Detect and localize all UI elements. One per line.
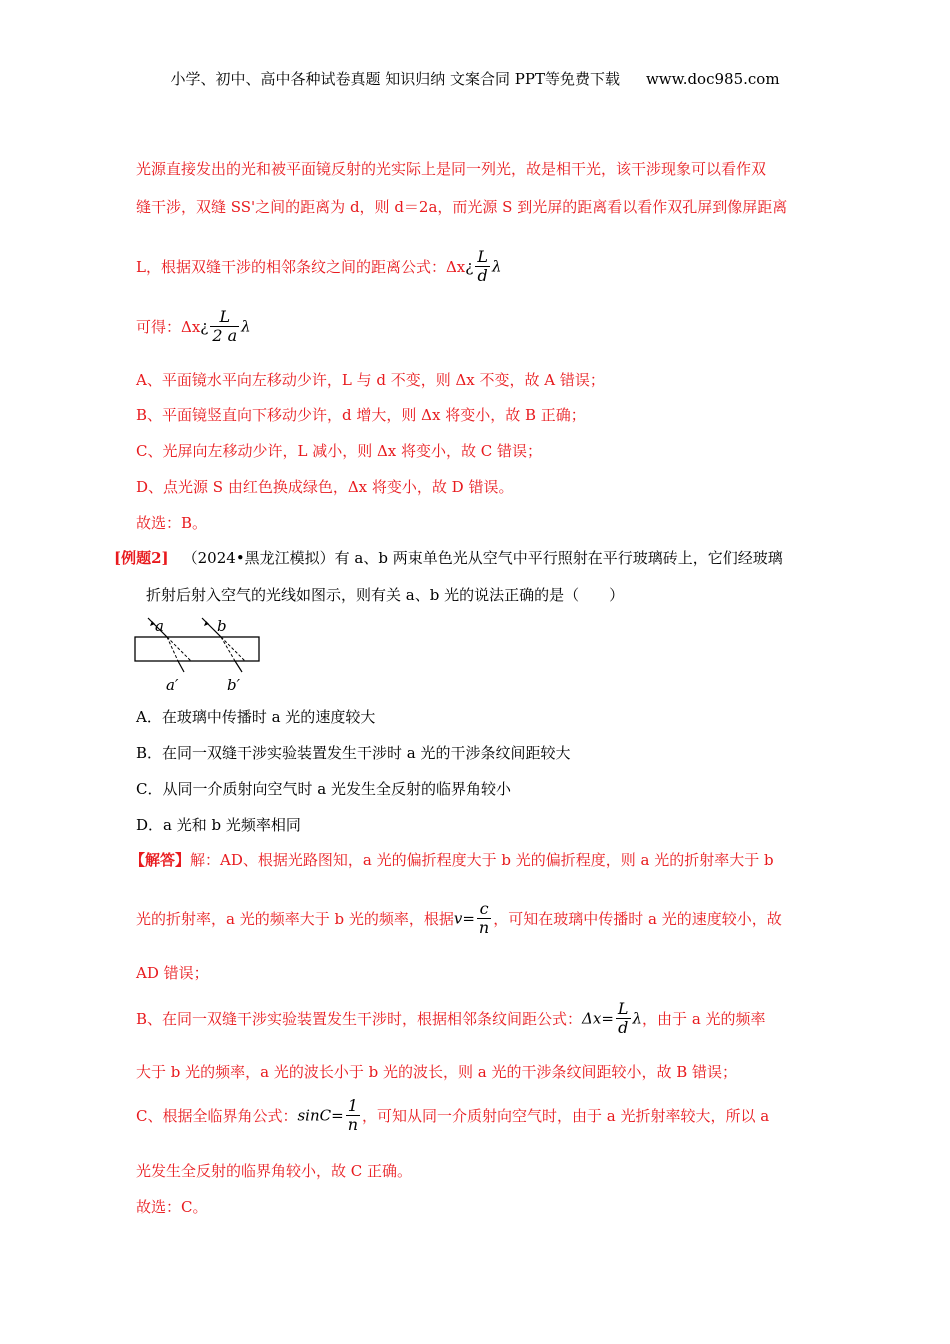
answer-text-2b: ，可知在玻璃中传播时 a 光的速度较小，故 <box>493 910 782 928</box>
answer-line-7: 光发生全反射的临界角较小，故 C 正确。 <box>136 1162 413 1180</box>
answer-text-4b: ，由于 a 光的频率 <box>642 1010 766 1028</box>
answer-choice: 故选：C。 <box>136 1198 208 1216</box>
answer-text-6b: ，可知从同一介质射向空气时，由于 a 光折射率较大，所以 a <box>362 1107 770 1125</box>
option-c: C．从同一介质射向空气时 a 光发生全反射的临界角较小 <box>136 780 511 798</box>
formula-dx-num: L <box>617 999 629 1018</box>
ray-a-exit <box>178 661 184 672</box>
ray-a-extension <box>167 637 191 661</box>
formula-dx-fraction <box>616 1000 631 1037</box>
answer-tag: 【解答】 <box>130 851 191 869</box>
formula-fraction-2 <box>210 308 239 345</box>
formula-sym-2: ¿ <box>200 317 209 336</box>
formula-sin-num: 1 <box>346 1097 360 1116</box>
formula-lambda-1: λ <box>491 257 502 276</box>
formula-v-lhs: v <box>453 909 463 928</box>
formula-fraction-1 <box>475 248 490 285</box>
formula-sin-lhs: sinC <box>297 1106 332 1125</box>
formula-sin-den: n <box>347 1115 359 1134</box>
formula-den-2: 2 a <box>212 326 238 345</box>
solution-option-c: C、光屏向左移动少许，L 减小，则 Δx 将变小，故 C 错误； <box>136 442 543 460</box>
header-text: 小学、初中、高中各种试卷真题 知识归纳 文案合同 PPT等免费下载 <box>170 70 620 88</box>
label-a-out: a′ <box>166 676 179 694</box>
example-2-line-1 <box>114 547 783 568</box>
answer-line-1 <box>130 849 774 870</box>
ray-b-extension <box>221 637 245 661</box>
formula-sin-fraction <box>346 1097 360 1134</box>
option-b: B．在同一双缝干涉实验装置发生干涉时 a 光的干涉条纹间距较大 <box>136 744 571 762</box>
answer-line-5: 大于 b 光的频率，a 光的波长小于 b 光的波长，则 a 光的干涉条纹间距较小，故 B 错误； <box>136 1063 738 1081</box>
formula-sin-eq: = <box>331 1106 344 1125</box>
ray-b-arrow <box>204 621 209 626</box>
example-2-line-2: 折射后射入空气的光线如图示，则有关 a、b 光的说法正确的是（ ） <box>146 586 625 604</box>
solution-option-a: A、平面镜水平向左移动少许，L 与 d 不变，则 Δx 不变，故 A 错误； <box>136 371 605 389</box>
formula-dx-lhs: Δx <box>582 1009 602 1028</box>
example-2-text-1: （2024•黑龙江模拟）有 a、b 两束单色光从空气中平行照射在平行玻璃砖上，它们经玻璃 <box>182 549 783 567</box>
ray-b-exit <box>235 661 242 672</box>
glass-brick-diagram <box>128 612 268 696</box>
answer-line-2 <box>136 900 782 937</box>
example-tag: [例题2] <box>114 549 169 567</box>
solution-option-b: B、平面镜竖直向下移动少许，d 增大，则 Δx 将变小，故 B 正确； <box>136 406 586 424</box>
label-a: a <box>155 617 164 635</box>
formula-v-fraction <box>477 900 491 937</box>
solution-option-d: D、点光源 S 由红色换成绿色，Δx 将变小，故 D 错误。 <box>136 478 514 496</box>
answer-line-4 <box>136 1000 766 1037</box>
page-header <box>0 68 950 89</box>
formula-v-eq: = <box>462 909 475 928</box>
label-b-out: b′ <box>227 676 241 694</box>
formula-lambda-2: λ <box>241 317 251 336</box>
formula-dx-den: d <box>618 1018 629 1037</box>
option-a: A．在玻璃中传播时 a 光的速度较大 <box>136 708 376 726</box>
formula-dx-eq: = <box>601 1009 614 1028</box>
formula-v-num: c <box>477 900 491 919</box>
formula-num-2: L <box>210 308 239 327</box>
formula-num-1: L <box>477 247 488 266</box>
answer-line-6 <box>136 1097 769 1134</box>
solution-line-2: 缝干涉，双缝 SS'之间的距离为 d，则 d＝2a，而光源 S 到光屏的距离看以看作双孔屏到像屏距离 <box>136 198 788 216</box>
answer-line-3: AD 错误； <box>136 964 209 982</box>
answer-text-1: 解：AD、根据光路图知，a 光的偏折程度大于 b 光的偏折程度，则 a 光的折射率大于 b <box>190 851 774 869</box>
ray-a-refracted <box>167 637 178 661</box>
solution-line-1: 光源直接发出的光和被平面镜反射的光实际上是同一列光，故是相干光，该干涉现象可以看作双 <box>136 160 767 178</box>
formula-dx-lambda: λ <box>632 1009 643 1028</box>
answer-text-2a: 光的折射率，a 光的频率大于 b 光的频率，根据 <box>136 910 454 928</box>
formula-v-den: n <box>478 918 490 937</box>
formula-den-1: d <box>477 266 488 285</box>
solution-line-3 <box>136 248 501 285</box>
header-site: www.doc985.com <box>645 70 780 88</box>
glass-brick <box>135 637 259 661</box>
solution-choice: 故选：B。 <box>136 514 208 532</box>
option-d: D．a 光和 b 光频率相同 <box>136 816 301 834</box>
answer-text-6a: C、根据全临界角公式： <box>136 1107 298 1125</box>
solution-line-3-text: L，根据双缝干涉的相邻条纹之间的距离公式：Δx <box>136 258 466 276</box>
answer-text-4a: B、在同一双缝干涉实验装置发生干涉时，根据相邻条纹间距公式： <box>136 1010 583 1028</box>
label-b: b <box>217 617 227 635</box>
formula-sym-1: ¿ <box>465 257 474 276</box>
solution-line-4 <box>136 308 251 345</box>
solution-line-4-text: 可得：Δx <box>136 318 201 336</box>
